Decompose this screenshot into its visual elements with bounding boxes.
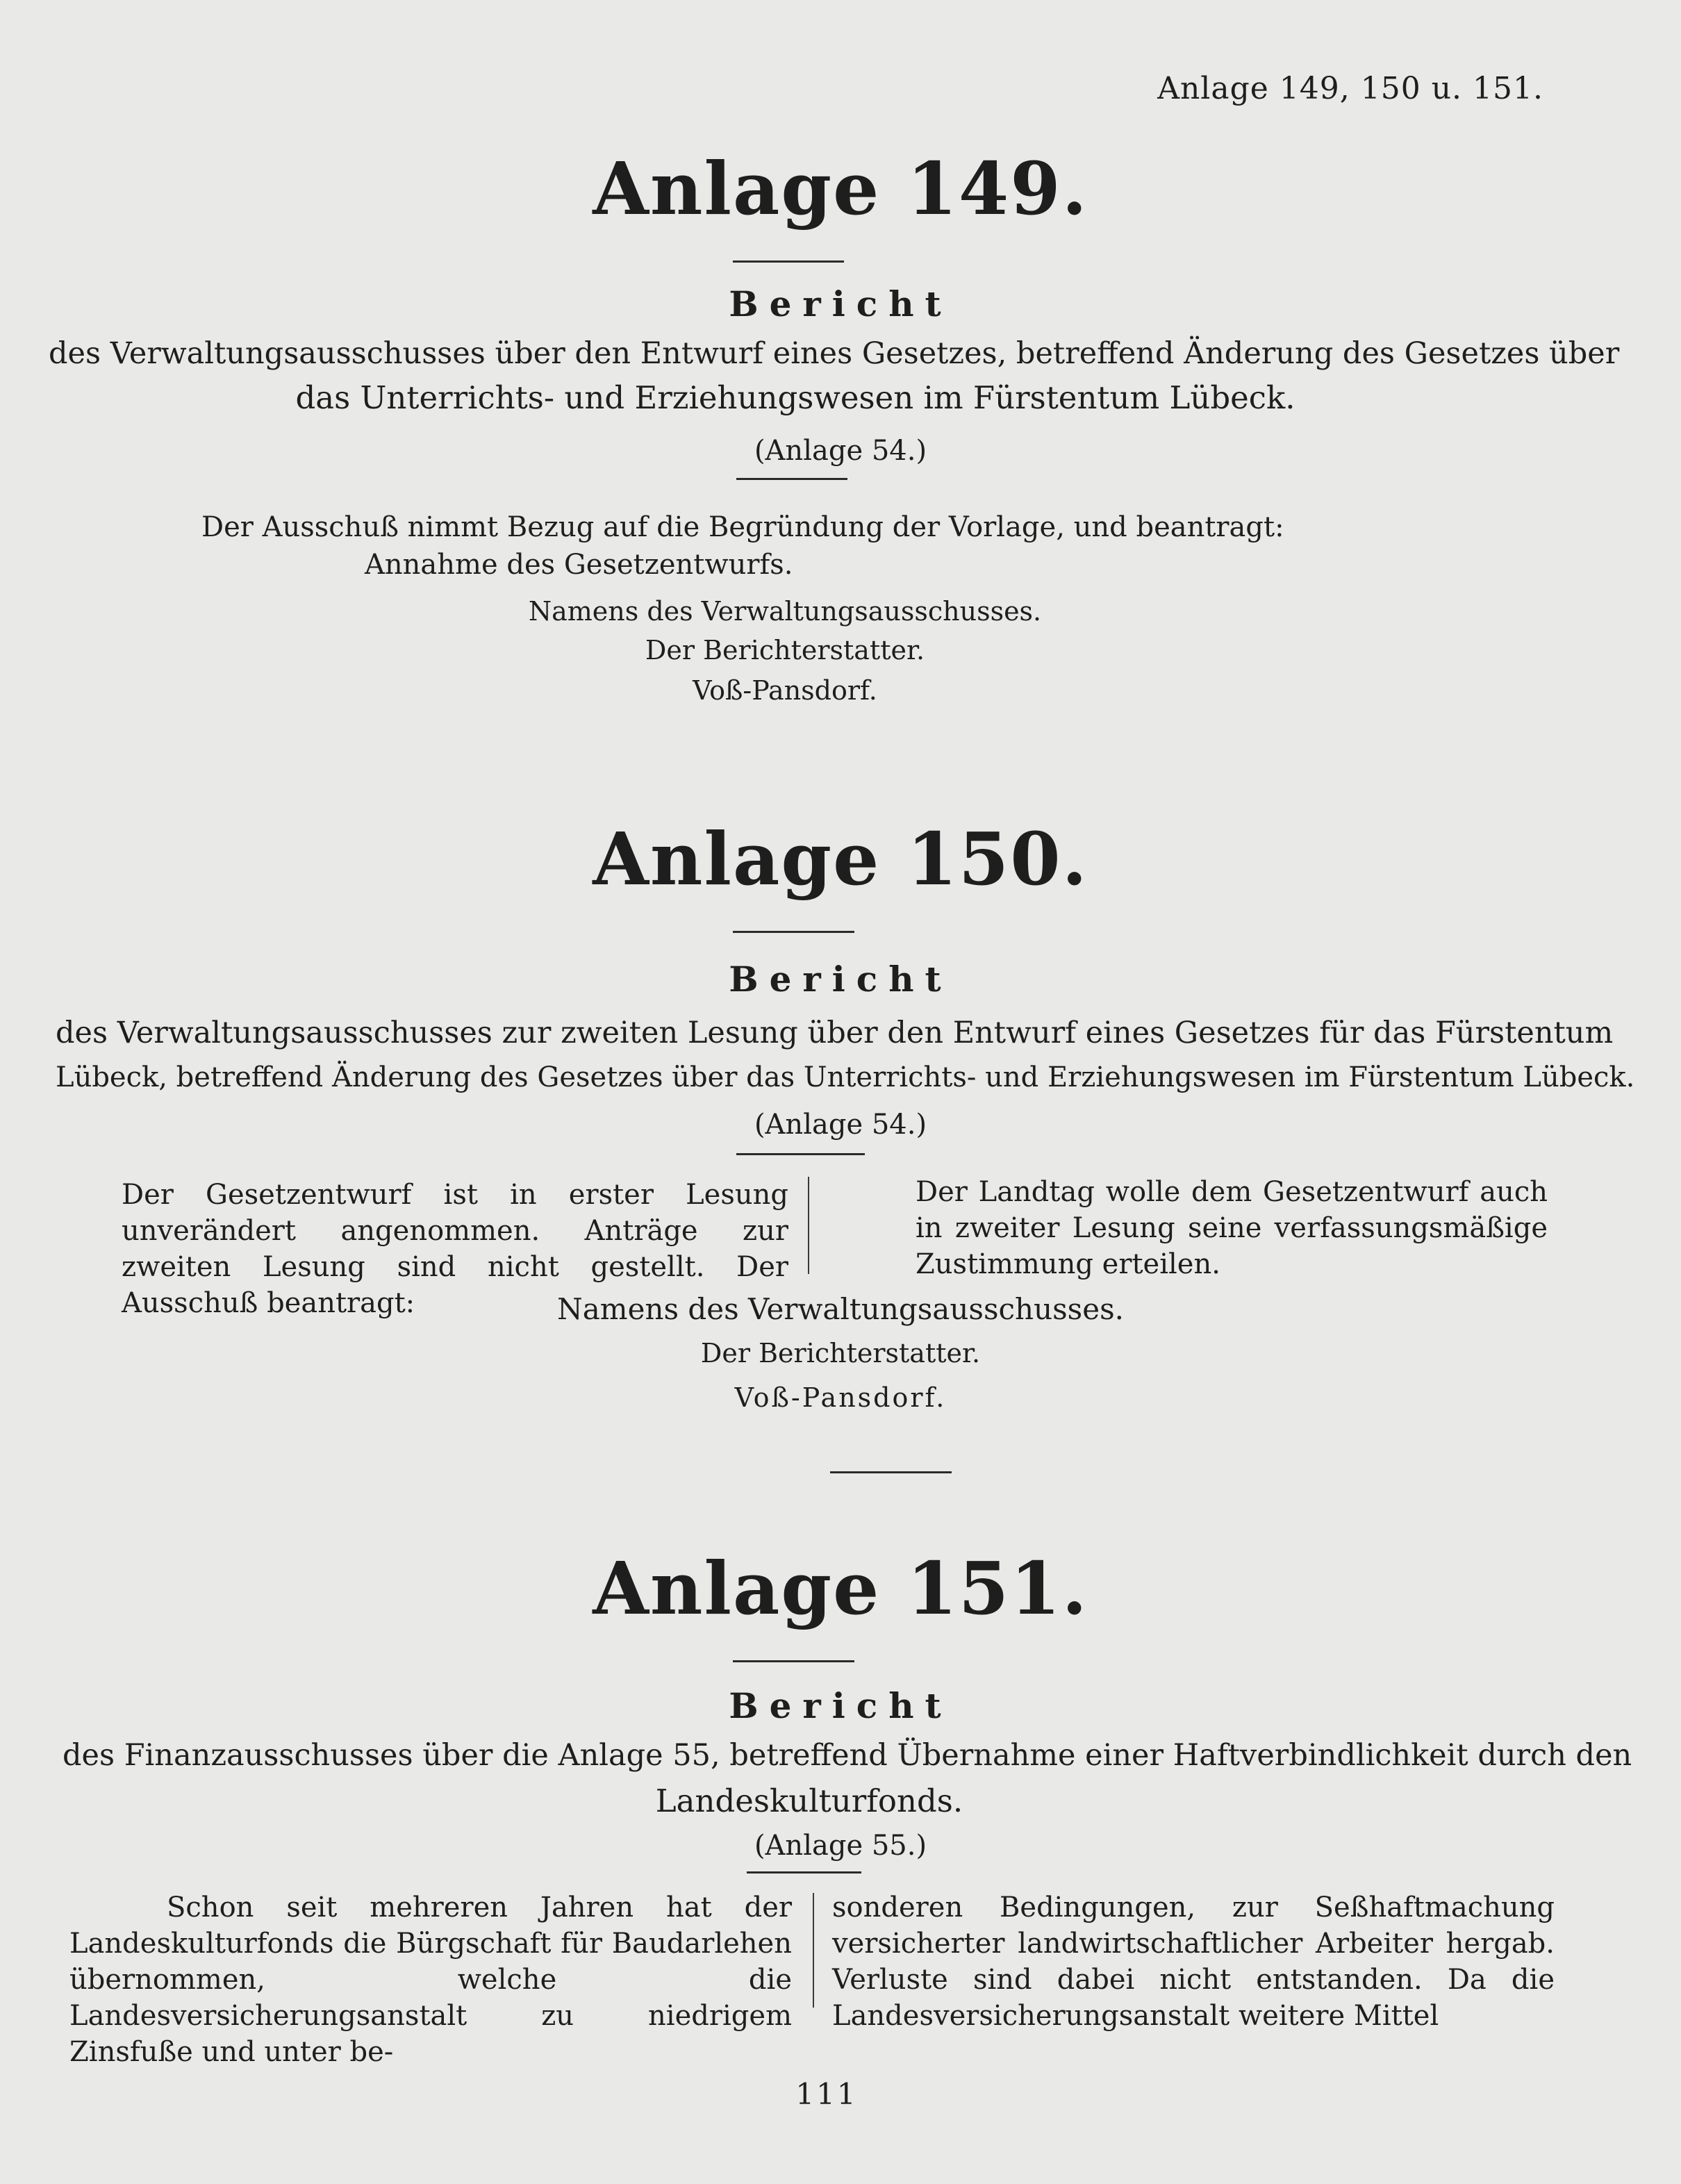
anlage-149-body-2: Annahme des Gesetzentwurfs. (365, 549, 793, 581)
divider (733, 1660, 854, 1662)
anlage-150-signature-role: Der Berichterstatter. (700, 1338, 981, 1368)
divider (736, 478, 847, 480)
divider (830, 1471, 952, 1473)
divider (736, 1153, 865, 1155)
anlage-149-title: Anlage 149. (593, 146, 1088, 231)
anlage-150-subtitle-1: des Verwaltungsausschusses zur zweiten Lesung über den Entwurf eines Gesetzes für das Fürstentum (56, 1016, 1614, 1050)
anlage-150-subtitle-2: Lübeck, betreffend Änderung des Gesetzes über das Unterrichts- und Erziehungswesen im Fürstentum Lübeck. (56, 1061, 1635, 1093)
page-header: Anlage 149, 150 u. 151. (1157, 71, 1543, 106)
anlage-149-signature-role: Der Berichterstatter. (645, 635, 925, 665)
column-separator (808, 1177, 809, 1274)
anlage-149-body-1: Der Ausschuß nimmt Bezug auf die Begründung der Vorlage, und beantragt: (201, 511, 1284, 543)
anlage-151-left-column: Schon seit mehreren Jahren hat der Landeskulturfonds die Bürgschaft für Baudarlehen übernommen, welche die Landesversicherungsanstalt zu niedrigem Zinsfuße und unter be- (69, 1892, 792, 2068)
page-number: 111 (795, 2077, 858, 2111)
anlage-151-bericht: Bericht (729, 1685, 952, 1726)
anlage-149-subtitle-2: das Unterrichts- und Erziehungswesen im Fürstentum Lübeck. (295, 379, 1295, 416)
anlage-150-ref: (Anlage 54.) (754, 1109, 927, 1141)
anlage-150-signature-committee: Namens des Verwaltungsausschusses. (556, 1292, 1124, 1326)
divider (733, 260, 844, 263)
anlage-150-right-column: Der Landtag wolle dem Gesetzentwurf auch in zweiter Lesung seine verfassungsmäßige Zustimmung erteilen. (916, 1176, 1548, 1280)
anlage-149-signature-committee: Namens des Verwaltungsausschusses. (528, 596, 1042, 627)
column-separator (813, 1893, 814, 2008)
anlage-151-ref: (Anlage 55.) (754, 1830, 927, 1862)
anlage-149-subtitle-1: des Verwaltungsausschusses über den Entwurf eines Gesetzes, betreffend Änderung des Gesetzes über (49, 336, 1620, 371)
divider (747, 1871, 861, 1873)
anlage-151-subtitle-1: des Finanzausschusses über die Anlage 55, betreffend Übernahme einer Haftverbindlichkeit durch den (63, 1738, 1632, 1773)
anlage-150-bericht: Bericht (729, 959, 952, 1000)
anlage-150-signature-name: Voß-Pansdorf. (734, 1382, 947, 1413)
anlage-151-title: Anlage 151. (593, 1546, 1088, 1631)
anlage-151-right-column: sonderen Bedingungen, zur Seßhaftmachung versicherter landwirtschaftlicher Arbeiter hergab. Verluste sind dabei nicht entstanden. Da die Landesversicherungsanstalt weitere Mittel (832, 1892, 1555, 2032)
anlage-151-subtitle-2: Landeskulturfonds. (655, 1782, 963, 1819)
anlage-149-signature-name: Voß-Pansdorf. (693, 675, 877, 706)
anlage-150-title: Anlage 150. (593, 816, 1088, 902)
divider (733, 931, 854, 933)
anlage-149-ref: (Anlage 54.) (754, 435, 927, 467)
anlage-149-bericht: Bericht (729, 283, 952, 324)
anlage-150-left-column: Der Gesetzentwurf ist in erster Lesung unverändert angenommen. Anträge zur zweiten Lesung sind nicht gestellt. Der Ausschuß beantragt: (122, 1179, 788, 1319)
